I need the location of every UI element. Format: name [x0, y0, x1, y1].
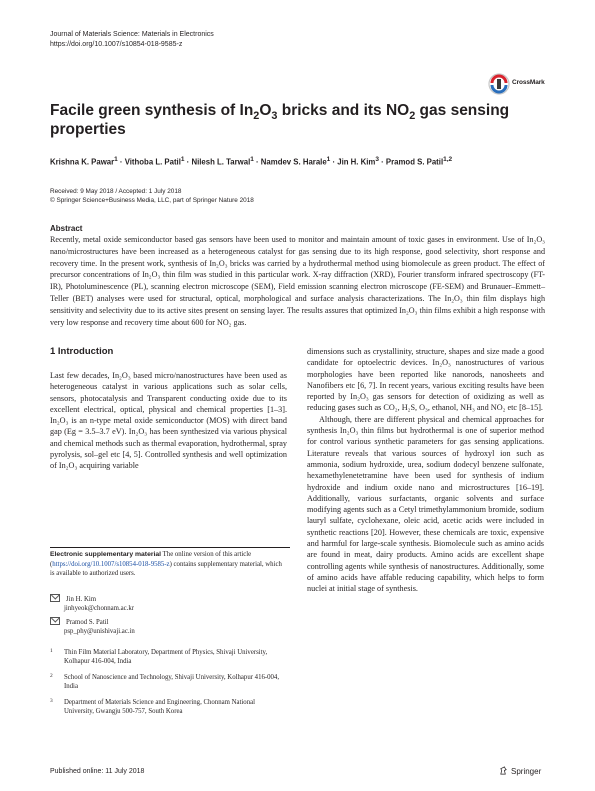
intro-paragraph: dimensions such as crystallinity, structure, shapes and size made a good candidate for optoelectric devices. In₂O₃ nanostructures of various morphologies have been reported like nanorods, nanosheets and Nanofibers etc [6, 7]. In recent years, various exciting results have been reported by In₂O₃ gas sensors for detection of oxidizing as well as reducing gases such as CO₂, H₂S, O₃, ethanol, NH₃ and NO₂ etc [8–15]. — [307, 347, 544, 413]
abstract-text: Recently, metal oxide semiconductor based gas sensors have been used to monitor and maintain amount of toxic gases in environment. Use of In₂O₃ nano/microstructures have been increased as a heterogeneous catalyst for gas sensing due to its high response, good selectivity, short response and recovery time. In the present work, synthesis of In₂O₃ bricks was carried by a hydrothermal method using biomolecule as green product. The effect of precursor concentrations of In₂O₃ thin film was studied in this particular work. X-ray diffraction (XRD), Fourier transform infrared spectroscopy (FT-IR), Photoluminescence (PL), scanning electron microscope (SEM), Field emission scanning electron microscope (FE-SEM) and Brunauer–Emmett–Teller (BET) analyses were used for structural, optical, morphological and surface analysis characterizations. The In₂O₃ thin film displays high sensitivity and selectivity due to its active sites present on sensing layer. The results assures that optimized In₂O₃ thin films exhibit a high response with very low response and recovery time about 600 for NO₂ gas. — [50, 235, 545, 327]
corresponding-email[interactable]: jinhyeok@chonnam.ac.kr — [64, 605, 135, 613]
corresponding-name: Jin H. Kim — [66, 596, 97, 603]
copyright: © Springer Science+Business Media, LLC, part of Springer Nature 2018 — [50, 197, 254, 204]
footnote-divider — [50, 547, 290, 548]
left-column — [50, 370, 287, 472]
corresponding-author — [50, 593, 134, 614]
author[interactable]: Jin H. Kim — [337, 157, 376, 167]
publisher-logo — [499, 766, 541, 776]
right-column — [307, 346, 544, 595]
article-title: Facile green synthesis of $In_2O_3$ bricks and its $NO_2$ gas sensing properties — [50, 102, 510, 138]
abstract-heading: Abstract — [50, 224, 83, 233]
author[interactable]: Nilesh L. Tarwal — [191, 157, 251, 167]
author[interactable]: Namdev S. Harale — [260, 157, 327, 167]
envelope-icon — [50, 594, 60, 602]
affiliation-text: Department of Materials Science and Engineering, Chonnam National University, Gwangju 500-757, South Korea — [64, 699, 256, 716]
published-online: Published online: 11 July 2018 — [50, 768, 145, 775]
affiliation — [50, 673, 280, 692]
affiliation-text: Thin Film Material Laboratory, Department of Physics, Shivaji University, Kolhapur 416-004, India — [64, 649, 268, 666]
affiliation-number: 2 — [50, 673, 53, 679]
intro-paragraph: Last few decades, In₂O₃ based micro/nanostructures have been used as heterogeneous catalyst in various applications such as solar cells, sensors, photocatalysis and Transparent conducting oxide due to its excellent electrical, optical, physical and chemical properties [1–3]. In₂O₃ is an n-type metal oxide semiconductor (MOS) with direct band gap (Eg = 3.5–3.7 eV). In₂O₃ has been synthesized via various physical and chemical methods such as thermal evaporation, hydrothermal, spray pyrolysis, sol–gel etc [4, 5]. Controlled synthesis and well optimization of In₂O₃ acquiring variable — [50, 371, 287, 471]
affiliation — [50, 648, 280, 667]
supplementary-note: Electronic supplementary material The online version of this article (https://doi.org/10.1007/s10854-018-9585-z) contains supplementary material, which is available to authorized users. — [50, 551, 282, 578]
affiliation — [50, 698, 280, 717]
corresponding-author — [50, 616, 135, 637]
journal-doi[interactable]: https://doi.org/10.1007/s10854-018-9585-z — [50, 41, 183, 48]
crossmark-badge[interactable] — [488, 73, 550, 95]
springer-horse-icon — [499, 766, 508, 775]
crossmark-icon — [488, 73, 510, 95]
author[interactable]: Vithoba L. Patil — [124, 157, 181, 167]
affiliation-number: 3 — [50, 698, 53, 704]
corresponding-email[interactable]: psp_phy@unishivaji.ac.in — [64, 628, 135, 636]
corresponding-name: Pramod S. Patil — [66, 619, 109, 626]
envelope-icon — [50, 617, 60, 625]
author-list: Krishna K. Pawar$^1$ · Vithoba L. Patil$^1$ · Nilesh L. Tarwal$^1$ · Namdev S. Harale$^1$ · Jin H. Kim$^3$ · Pramod S. Patil$^{1,2}$ — [50, 156, 453, 167]
affiliation-text: School of Nanoscience and Technology, Shivaji University, Kolhapur 416-004, India — [64, 674, 280, 691]
author[interactable]: Krishna K. Pawar — [50, 157, 115, 167]
journal-header — [50, 30, 214, 50]
received-accepted: Received: 9 May 2018 / Accepted: 1 July 2018 — [50, 188, 182, 195]
intro-paragraph: Although, there are different physical and chemical approaches for synthesis In₂O₃ thin films but hydrothermal is one of superior method for control various synthetic parameters for gas sensing applications. Literature reveals that various sources of hydroxyl ion such as ammonia, sodium hydroxide, urea, sodium dodecyl benzene sulfonate, hexamethylenetetramine have been used for synthesis of indium hydroxide and indium oxide nano and microstructures [16–19]. Additionally, various surfactants, organic solvents and surface modifying agents such as a Cetyl trimethylammonium bromide, sodium lauryl sulfate, cyclohexane, oleic acid, acetic acids were included in synthetic reactions [20]. However, these chemicals are toxic, expensive and harmful for large-scale synthesis. Biomolecule such as amino acids are found in meat, dairy products. Amino acids are excellent shape controlling agents while synthesis of nanostructures. Additionally, some of amino acids have affable reducing capability, which helps to form nuclei at initial stage of synthesis. — [307, 414, 544, 594]
abstract — [50, 224, 545, 328]
crossmark-label: CrossMark — [512, 79, 545, 86]
supplementary-link[interactable]: https://doi.org/10.1007/s10854-018-9585-z — [52, 560, 170, 568]
journal-name: Journal of Materials Science: Materials in Electronics — [50, 31, 214, 38]
publisher-name: Springer — [511, 767, 542, 776]
affiliation-number: 1 — [50, 648, 53, 654]
author[interactable]: Pramod S. Patil — [385, 157, 444, 167]
article-dates — [50, 187, 254, 205]
section-heading-introduction: 1 Introduction — [50, 346, 114, 357]
